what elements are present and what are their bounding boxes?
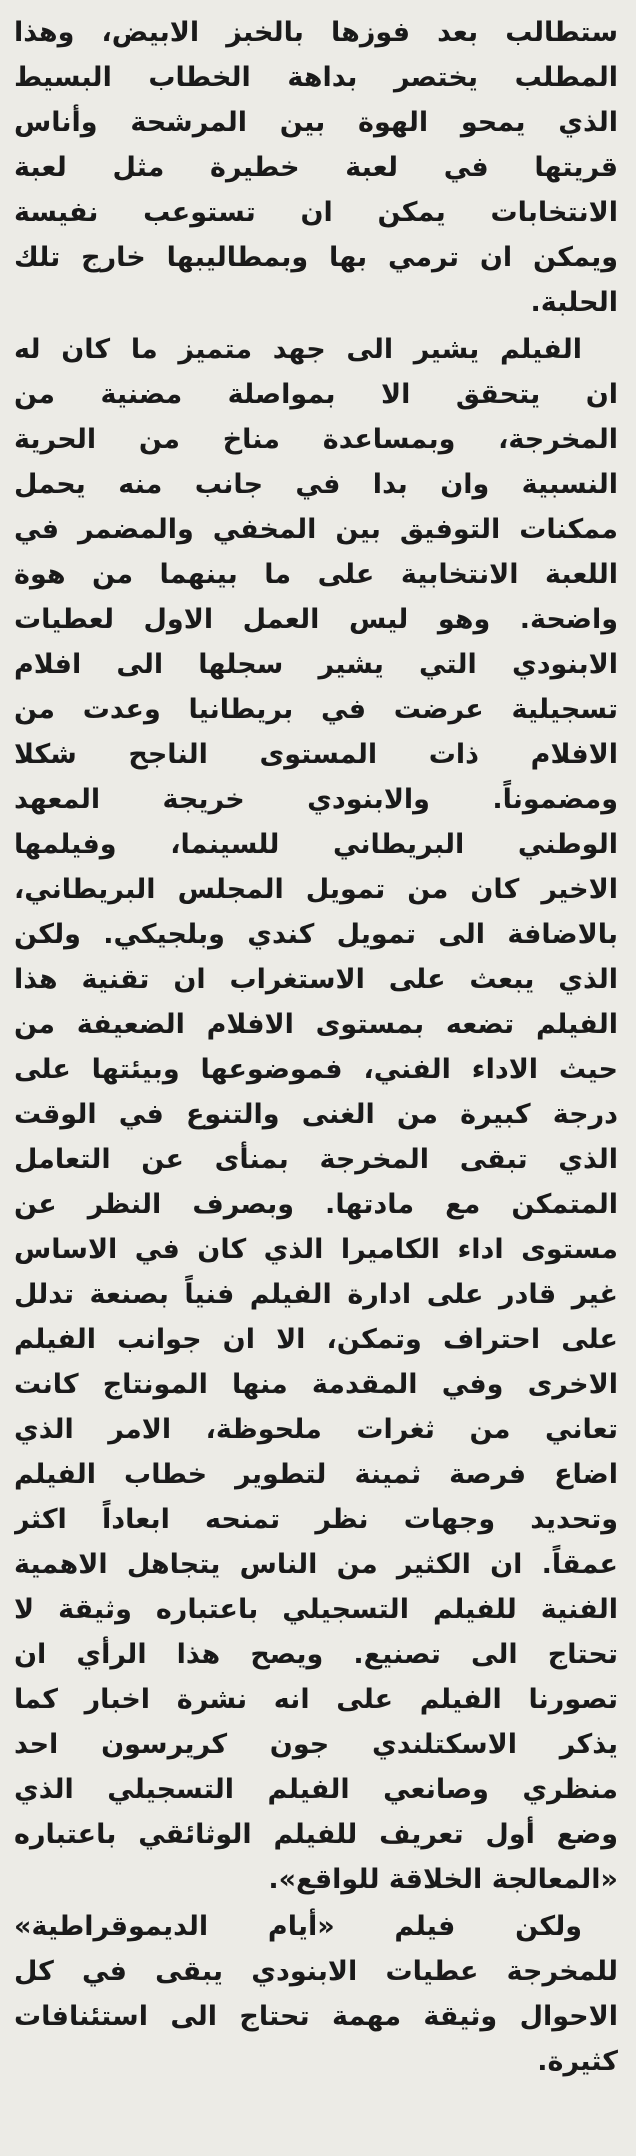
text-line: الفنية للفيلم التسجيلي باعتباره وثيقة لا bbox=[14, 1594, 618, 1625]
text-line: المتمكن مع مادتها. وبصرف النظر عن bbox=[14, 1189, 618, 1220]
text-line: ويمكن ان ترمي بها وبمطاليبها خارج تلك bbox=[14, 242, 618, 273]
text-line: بالاضافة الى تمويل كندي وبلجيكي. ولكن bbox=[14, 919, 618, 950]
text-line: الوطني البريطاني للسينما، وفيلمها bbox=[14, 829, 618, 860]
text-line: ان يتحقق الا بمواصلة مضنية من bbox=[14, 379, 618, 410]
text-line: اللعبة الانتخابية على ما بينهما من هوة bbox=[14, 559, 618, 590]
text-line: الاخير كان من تمويل المجلس البريطاني، bbox=[14, 874, 618, 905]
text-line: ولكن فيلم «أيام الديموقراطية» bbox=[14, 1911, 582, 1942]
text-line: ومضموناً. والابنودي خريجة المعهد bbox=[14, 784, 618, 815]
text-line: وضع أول تعريف للفيلم الوثائقي باعتباره bbox=[14, 1819, 618, 1850]
text-line: ستطالب بعد فوزها بالخبز الابيض، وهذا bbox=[14, 17, 618, 48]
text-line: الابنودي التي يشير سجلها الى افلام bbox=[14, 649, 618, 680]
text-line: تسجيلية عرضت في بريطانيا وعدت من bbox=[14, 694, 618, 725]
text-line: مستوى اداء الكاميرا الذي كان في الاساس bbox=[14, 1234, 618, 1265]
article-paragraph bbox=[14, 327, 618, 1902]
text-line: تعاني من ثغرات ملحوظة، الامر الذي bbox=[14, 1414, 618, 1445]
text-line: الذي يبعث على الاستغراب ان تقنية هذا bbox=[14, 964, 618, 995]
text-line: تحتاج الى تصنيع. ويصح هذا الرأي ان bbox=[14, 1639, 618, 1670]
text-line: درجة كبيرة من الغنى والتنوع في الوقت bbox=[14, 1099, 618, 1130]
text-line: النسبية وان بدا في جانب منه يحمل bbox=[14, 469, 618, 500]
text-line: يذكر الاسكتلندي جون كريرسون احد bbox=[14, 1729, 618, 1760]
text-line: منظري وصانعي الفيلم التسجيلي الذي bbox=[14, 1774, 618, 1805]
text-line: قريتها في لعبة خطيرة مثل لعبة bbox=[14, 152, 618, 183]
text-line: وتحديد وجهات نظر تمنحه ابعاداً اكثر bbox=[14, 1504, 618, 1535]
text-line: الانتخابات يمكن ان تستوعب نفيسة bbox=[14, 197, 618, 228]
text-line: حيث الاداء الفني، فموضوعها وبيئتها على bbox=[14, 1054, 618, 1085]
text-line: الذي يمحو الهوة بين المرشحة وأناس bbox=[14, 107, 618, 138]
text-line: ممكنات التوفيق بين المخفي والمضمر في bbox=[14, 514, 618, 545]
text-line: «المعالجة الخلاقة للواقع». bbox=[268, 1864, 618, 1895]
text-line: المخرجة، وبمساعدة مناخ من الحرية bbox=[14, 424, 618, 455]
text-line: على احتراف وتمكن، الا ان جوانب الفيلم bbox=[14, 1324, 618, 1355]
text-line: الحلبة. bbox=[530, 287, 618, 318]
text-line: واضحة. وهو ليس العمل الاول لعطيات bbox=[14, 604, 618, 635]
text-line: تصورنا الفيلم على انه نشرة اخبار كما bbox=[14, 1684, 618, 1715]
article-paragraph bbox=[14, 10, 618, 325]
text-line: عمقاً. ان الكثير من الناس يتجاهل الاهمية bbox=[14, 1549, 618, 1580]
text-line: الفيلم يشير الى جهد متميز ما كان له bbox=[14, 334, 582, 365]
article-column bbox=[14, 10, 618, 2084]
text-line: اضاع فرصة ثمينة لتطوير خطاب الفيلم bbox=[14, 1459, 618, 1490]
text-line: الافلام ذات المستوى الناجح شكلا bbox=[14, 739, 618, 770]
text-line: الاخرى وفي المقدمة منها المونتاج كانت bbox=[14, 1369, 618, 1400]
text-line: كثيرة. bbox=[537, 2046, 618, 2077]
text-line: الذي تبقى المخرجة بمنأى عن التعامل bbox=[14, 1144, 618, 1175]
text-line: غير قادر على ادارة الفيلم فنياً بصنعة تدلل bbox=[14, 1279, 618, 1310]
text-line: للمخرجة عطيات الابنودي يبقى في كل bbox=[14, 1956, 618, 1987]
article-paragraph bbox=[14, 1904, 618, 2084]
text-line: الفيلم تضعه بمستوى الافلام الضعيفة من bbox=[14, 1009, 618, 1040]
text-line: الاحوال وثيقة مهمة تحتاج الى استئنافات bbox=[14, 2001, 618, 2032]
text-line: المطلب يختصر بداهة الخطاب البسيط bbox=[14, 62, 618, 93]
